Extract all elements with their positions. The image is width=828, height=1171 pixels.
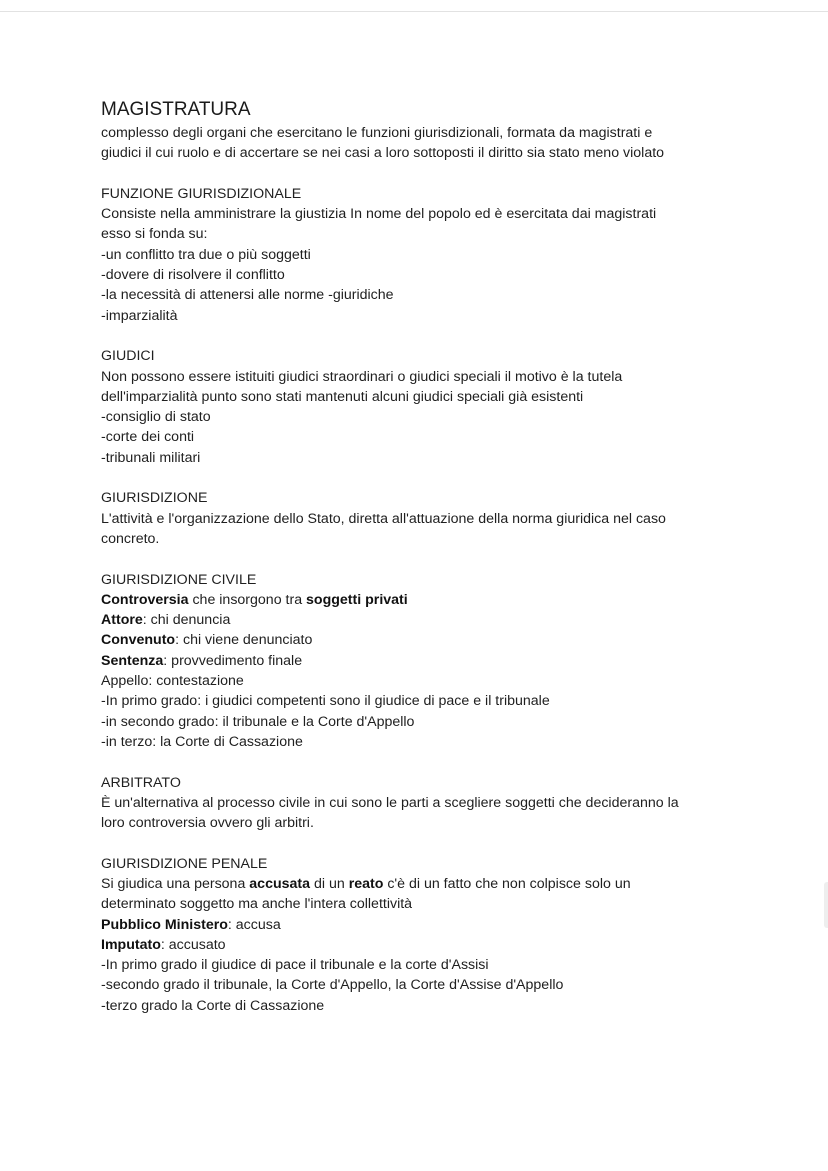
section-gap	[101, 468, 741, 488]
list-item: -In primo grado: i giudici competenti sono il giudice di pace e il tribunale	[101, 693, 550, 710]
section-heading: GIURISDIZIONE	[101, 490, 208, 507]
definition-line	[101, 651, 741, 671]
list-item: -In primo grado il giudice di pace il tribunale e la corte d'Assisi	[101, 957, 489, 974]
list-item: -imparzialità	[101, 307, 178, 324]
section-funzione-giurisdizionale	[101, 184, 741, 326]
inline-text: : provvedimento finale	[163, 652, 303, 669]
inline-text: di un	[310, 875, 349, 892]
definition-line	[101, 915, 741, 935]
page-edge-handle	[824, 882, 828, 928]
definition-line	[101, 630, 741, 650]
bold-term: soggetti privati	[306, 591, 408, 608]
list-item: -consiglio di stato	[101, 409, 211, 426]
inline-text: c'è di un fatto che non colpisce solo un	[383, 875, 631, 892]
inline-text: Si giudica una persona	[101, 875, 250, 892]
list-item: -terzo grado la Corte di Cassazione	[101, 997, 325, 1014]
inline-text: : accusa	[227, 916, 281, 933]
paragraph-line: concreto.	[101, 530, 160, 547]
section-giurisdizione-civile	[101, 570, 741, 753]
intro-line: complesso degli organi che esercitano le funzioni giurisdizionali, formata da magistrati e	[101, 125, 653, 141]
section-heading: GIURISDIZIONE PENALE	[101, 855, 268, 872]
section-gap	[101, 164, 741, 184]
paragraph-line: Non possono essere istituiti giudici straordinari o giudici speciali il motivo è la tutela	[101, 368, 623, 385]
controversia-line	[101, 590, 741, 610]
paragraph-line: determinato soggetto ma anche l'intera collettività	[101, 896, 413, 913]
list-item: -la necessità di attenersi alle norme -giuridiche	[101, 287, 394, 304]
paragraph-line: Consiste nella amministrare la giustizia In nome del popolo ed è esercitata dai magistrati	[101, 206, 657, 223]
section-heading: ARBITRATO	[101, 774, 181, 791]
bold-term: Imputato	[101, 936, 161, 953]
section-heading: GIURISDIZIONE CIVILE	[101, 571, 257, 588]
top-divider	[0, 11, 828, 12]
list-item: -tribunali militari	[101, 449, 201, 466]
paragraph-line: loro controversia ovvero gli arbitri.	[101, 815, 314, 832]
list-item: -in terzo: la Corte di Cassazione	[101, 733, 303, 750]
inline-text: : chi viene denunciato	[175, 632, 313, 649]
paragraph-line: L'attività e l'organizzazione dello Stato, diretta all'attuazione della norma giuridica nel caso	[101, 510, 666, 527]
section-arbitrato	[101, 773, 741, 834]
section-giurisdizione-penale	[101, 854, 741, 1016]
paragraph-line: Appello: contestazione	[101, 673, 244, 690]
section-giudici	[101, 346, 741, 468]
inline-text: che insorgono tra	[188, 591, 307, 608]
bold-term: Sentenza	[101, 652, 164, 669]
list-item: -corte dei conti	[101, 429, 195, 446]
section-gap	[101, 752, 741, 772]
list-item: -in secondo grado: il tribunale e la Corte d'Appello	[101, 713, 415, 730]
list-item: -un conflitto tra due o più soggetti	[101, 246, 311, 263]
list-item: -secondo grado il tribunale, la Corte d'Appello, la Corte d'Assise d'Appello	[101, 977, 564, 994]
bold-term: Convenuto	[101, 632, 176, 649]
inline-text: : chi denuncia	[142, 612, 231, 629]
paragraph-line	[101, 874, 741, 894]
section-heading: FUNZIONE GIURISDIZIONALE	[101, 185, 302, 202]
paragraph-line: dell'imparzialità punto sono stati mantenuti alcuni giudici speciali già esistenti	[101, 388, 584, 405]
bold-term: accusata	[249, 875, 311, 892]
bold-term: Controversia	[101, 591, 189, 608]
intro-line: giudici il cui ruolo e di accertare se nei casi a loro sottoposti il diritto sia stato meno violato	[101, 145, 665, 162]
section-gap	[101, 549, 741, 569]
bold-term: reato	[348, 875, 384, 892]
list-item: -dovere di risolvere il conflitto	[101, 267, 285, 284]
section-giurisdizione	[101, 488, 741, 549]
paragraph-line: È un'alternativa al processo civile in cui sono le parti a scegliere soggetti che decideranno la	[101, 794, 679, 811]
bold-term: Attore	[101, 612, 143, 629]
section-heading: GIUDICI	[101, 348, 155, 365]
document-body	[101, 98, 741, 1016]
bold-term: Pubblico Ministero	[101, 916, 228, 933]
paragraph-line: esso si fonda su:	[101, 226, 208, 243]
definition-line	[101, 610, 741, 630]
definition-line	[101, 935, 741, 955]
section-gap	[101, 833, 741, 853]
inline-text: : accusato	[160, 936, 226, 953]
section-gap	[101, 326, 741, 346]
page-title: MAGISTRATURA	[101, 99, 251, 120]
